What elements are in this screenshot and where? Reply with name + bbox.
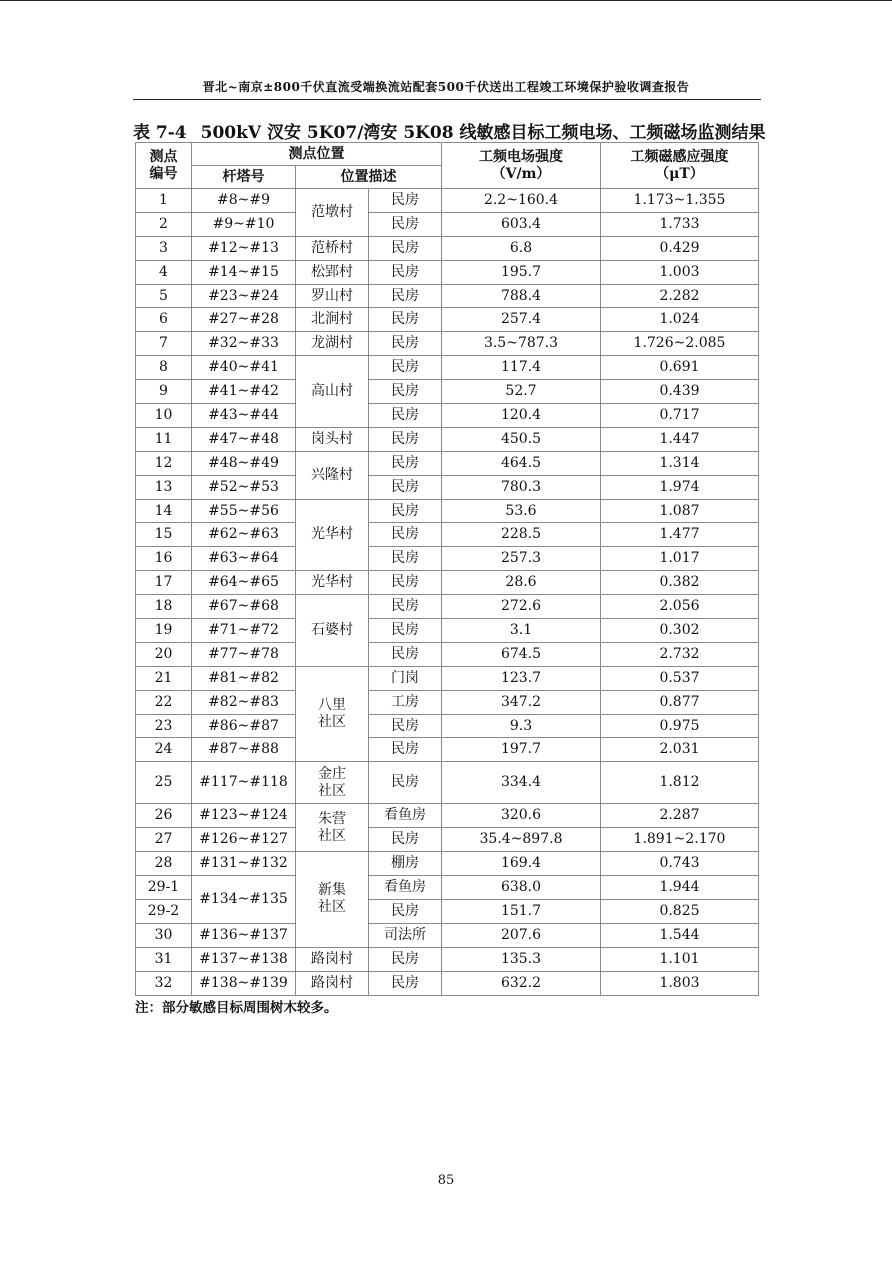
point-id: 7	[136, 332, 192, 356]
electric-field-value: 207.6	[442, 923, 601, 947]
building-type: 门岗	[369, 666, 442, 690]
tower-range: #67~#68	[192, 595, 296, 619]
point-id: 25	[136, 762, 192, 804]
electric-field-value: 197.7	[442, 738, 601, 762]
building-type: 民房	[369, 523, 442, 547]
building-type: 民房	[369, 547, 442, 571]
magnetic-induction-value: 0.717	[601, 404, 759, 428]
building-type: 民房	[369, 475, 442, 499]
magnetic-induction-value: 1.447	[601, 427, 759, 451]
electric-field-value: 2.2~160.4	[442, 189, 601, 213]
village: 兴隆村	[296, 451, 369, 499]
header-electric-field: 工频电场强度 （V/m）	[442, 143, 601, 189]
table-row	[136, 642, 759, 666]
point-id: 22	[136, 690, 192, 714]
point-id: 31	[136, 947, 192, 971]
magnetic-induction-value: 0.877	[601, 690, 759, 714]
village: 路岗村	[296, 947, 369, 971]
magnetic-induction-value: 1.803	[601, 971, 759, 995]
village: 岗头村	[296, 427, 369, 451]
electric-field-value: 151.7	[442, 899, 601, 923]
point-id: 18	[136, 595, 192, 619]
village: 路岗村	[296, 971, 369, 995]
magnetic-induction-value: 1.733	[601, 212, 759, 236]
point-id: 20	[136, 642, 192, 666]
village: 范墩村	[296, 189, 369, 237]
point-id: 10	[136, 404, 192, 428]
table-row	[136, 284, 759, 308]
tower-range: #52~#53	[192, 475, 296, 499]
tower-range: #27~#28	[192, 308, 296, 332]
point-id: 29-1	[136, 876, 192, 900]
point-id: 15	[136, 523, 192, 547]
magnetic-induction-value: 0.429	[601, 236, 759, 260]
building-type: 民房	[369, 380, 442, 404]
table-row	[136, 356, 759, 380]
village: 新集 社区	[296, 852, 369, 948]
tower-range: #123~#124	[192, 804, 296, 828]
magnetic-induction-value: 2.282	[601, 284, 759, 308]
running-header: 晋北~南京±800千伏直流受端换流站配套500千伏送出工程竣工环境保护验收调查报告	[202, 80, 690, 94]
table-row	[136, 762, 759, 804]
tower-range: #82~#83	[192, 690, 296, 714]
village: 八里 社区	[296, 666, 369, 762]
point-id: 24	[136, 738, 192, 762]
village: 龙湖村	[296, 332, 369, 356]
point-id: 5	[136, 284, 192, 308]
table-row	[136, 690, 759, 714]
tower-range: #71~#72	[192, 619, 296, 643]
building-type: 民房	[369, 642, 442, 666]
tower-range: #23~#24	[192, 284, 296, 308]
electric-field-value: 464.5	[442, 451, 601, 475]
electric-field-value: 257.3	[442, 547, 601, 571]
building-type: 民房	[369, 404, 442, 428]
header-rule	[133, 99, 761, 100]
tower-range: #40~#41	[192, 356, 296, 380]
table-row	[136, 595, 759, 619]
table-row	[136, 475, 759, 499]
table-row	[136, 828, 759, 852]
electric-field-value: 638.0	[442, 876, 601, 900]
point-id: 28	[136, 852, 192, 876]
tower-range: #81~#82	[192, 666, 296, 690]
table-row	[136, 523, 759, 547]
electric-field-value: 120.4	[442, 404, 601, 428]
table-header-row-1	[136, 143, 759, 166]
tower-range: #137~#138	[192, 947, 296, 971]
table-row	[136, 666, 759, 690]
building-type: 民房	[369, 332, 442, 356]
table-row	[136, 619, 759, 643]
magnetic-induction-value: 1.812	[601, 762, 759, 804]
magnetic-induction-value: 1.314	[601, 451, 759, 475]
electric-field-value: 780.3	[442, 475, 601, 499]
building-type: 民房	[369, 308, 442, 332]
tower-range: #9~#10	[192, 212, 296, 236]
tower-range: #77~#78	[192, 642, 296, 666]
tower-range: #55~#56	[192, 499, 296, 523]
table-row	[136, 308, 759, 332]
magnetic-induction-value: 0.975	[601, 714, 759, 738]
tower-range: #14~#15	[192, 260, 296, 284]
building-type: 民房	[369, 356, 442, 380]
header-description: 位置描述	[296, 166, 442, 189]
electric-field-value: 3.5~787.3	[442, 332, 601, 356]
electric-field-value: 169.4	[442, 852, 601, 876]
tower-range: #63~#64	[192, 547, 296, 571]
table-number: 表 7-4	[133, 123, 187, 143]
point-id: 12	[136, 451, 192, 475]
electric-field-value: 347.2	[442, 690, 601, 714]
electric-field-value: 135.3	[442, 947, 601, 971]
electric-field-value: 6.8	[442, 236, 601, 260]
point-id: 2	[136, 212, 192, 236]
magnetic-induction-value: 1.017	[601, 547, 759, 571]
building-type: 棚房	[369, 852, 442, 876]
point-id: 19	[136, 619, 192, 643]
building-type: 民房	[369, 212, 442, 236]
monitoring-results-table	[135, 142, 759, 996]
magnetic-induction-value: 1.944	[601, 876, 759, 900]
electric-field-value: 674.5	[442, 642, 601, 666]
point-id: 16	[136, 547, 192, 571]
electric-field-value: 632.2	[442, 971, 601, 995]
tower-range: #126~#127	[192, 828, 296, 852]
tower-range: #86~#87	[192, 714, 296, 738]
electric-field-value: 117.4	[442, 356, 601, 380]
village: 罗山村	[296, 284, 369, 308]
top-border-line	[0, 0, 892, 1]
table-title: 500kV 汊安 5K07/湾安 5K08 线敏感目标工频电场、工频磁场监测结果	[200, 123, 766, 143]
village: 北涧村	[296, 308, 369, 332]
electric-field-value: 603.4	[442, 212, 601, 236]
building-type: 民房	[369, 260, 442, 284]
tower-range: #131~#132	[192, 852, 296, 876]
point-id: 30	[136, 923, 192, 947]
magnetic-induction-value: 0.439	[601, 380, 759, 404]
point-id: 8	[136, 356, 192, 380]
magnetic-induction-value: 1.173~1.355	[601, 189, 759, 213]
magnetic-induction-value: 1.726~2.085	[601, 332, 759, 356]
table-row	[136, 189, 759, 213]
building-type: 看鱼房	[369, 876, 442, 900]
building-type: 工房	[369, 690, 442, 714]
magnetic-induction-value: 0.382	[601, 571, 759, 595]
point-id: 21	[136, 666, 192, 690]
building-type: 民房	[369, 899, 442, 923]
point-id: 17	[136, 571, 192, 595]
point-id: 14	[136, 499, 192, 523]
magnetic-induction-value: 1.101	[601, 947, 759, 971]
table-row	[136, 947, 759, 971]
magnetic-induction-value: 2.031	[601, 738, 759, 762]
electric-field-value: 3.1	[442, 619, 601, 643]
electric-field-value: 52.7	[442, 380, 601, 404]
tower-range: #12~#13	[192, 236, 296, 260]
village: 松郢村	[296, 260, 369, 284]
building-type: 民房	[369, 971, 442, 995]
building-type: 民房	[369, 595, 442, 619]
magnetic-induction-value: 2.732	[601, 642, 759, 666]
table-row	[136, 714, 759, 738]
village: 朱营 社区	[296, 804, 369, 852]
building-type: 民房	[369, 236, 442, 260]
magnetic-induction-value: 0.691	[601, 356, 759, 380]
point-id: 27	[136, 828, 192, 852]
point-id: 6	[136, 308, 192, 332]
table-note: 注：部分敏感目标周围树木较多。	[135, 1000, 338, 1016]
tower-range: #43~#44	[192, 404, 296, 428]
table-row	[136, 427, 759, 451]
table-row	[136, 404, 759, 428]
table-row	[136, 876, 759, 900]
table-row	[136, 852, 759, 876]
village: 光华村	[296, 499, 369, 571]
electric-field-value: 788.4	[442, 284, 601, 308]
building-type: 民房	[369, 619, 442, 643]
point-id: 13	[136, 475, 192, 499]
point-id: 1	[136, 189, 192, 213]
building-type: 司法所	[369, 923, 442, 947]
table-row	[136, 499, 759, 523]
electric-field-value: 228.5	[442, 523, 601, 547]
tower-range: #117~#118	[192, 762, 296, 804]
tower-range: #64~#65	[192, 571, 296, 595]
header-location: 测点位置	[192, 143, 442, 166]
magnetic-induction-value: 1.477	[601, 523, 759, 547]
table-row	[136, 571, 759, 595]
village: 石婆村	[296, 595, 369, 667]
magnetic-induction-value: 2.287	[601, 804, 759, 828]
point-id: 26	[136, 804, 192, 828]
table-row	[136, 451, 759, 475]
electric-field-value: 9.3	[442, 714, 601, 738]
magnetic-induction-value: 0.537	[601, 666, 759, 690]
point-id: 3	[136, 236, 192, 260]
building-type: 民房	[369, 738, 442, 762]
electric-field-value: 450.5	[442, 427, 601, 451]
tower-range: #62~#63	[192, 523, 296, 547]
building-type: 民房	[369, 189, 442, 213]
magnetic-induction-value: 1.024	[601, 308, 759, 332]
table-row	[136, 738, 759, 762]
table-row	[136, 332, 759, 356]
magnetic-induction-value: 1.087	[601, 499, 759, 523]
tower-range: #87~#88	[192, 738, 296, 762]
electric-field-value: 272.6	[442, 595, 601, 619]
electric-field-value: 320.6	[442, 804, 601, 828]
table-row	[136, 380, 759, 404]
tower-range: #48~#49	[192, 451, 296, 475]
electric-field-value: 53.6	[442, 499, 601, 523]
electric-field-value: 195.7	[442, 260, 601, 284]
tower-range: #8~#9	[192, 189, 296, 213]
village: 高山村	[296, 356, 369, 428]
table-row	[136, 971, 759, 995]
table-row	[136, 804, 759, 828]
point-id: 11	[136, 427, 192, 451]
tower-range: #41~#42	[192, 380, 296, 404]
building-type: 民房	[369, 762, 442, 804]
electric-field-value: 28.6	[442, 571, 601, 595]
building-type: 民房	[369, 714, 442, 738]
building-type: 民房	[369, 451, 442, 475]
table-caption	[133, 118, 773, 143]
header-tower: 杆塔号	[192, 166, 296, 189]
point-id: 29-2	[136, 899, 192, 923]
building-type: 民房	[369, 828, 442, 852]
electric-field-value: 257.4	[442, 308, 601, 332]
electric-field-value: 35.4~897.8	[442, 828, 601, 852]
building-type: 民房	[369, 947, 442, 971]
magnetic-induction-value: 0.743	[601, 852, 759, 876]
village: 光华村	[296, 571, 369, 595]
point-id: 9	[136, 380, 192, 404]
tower-range: #32~#33	[192, 332, 296, 356]
table-row	[136, 923, 759, 947]
building-type: 民房	[369, 427, 442, 451]
point-id: 32	[136, 971, 192, 995]
tower-range: #138~#139	[192, 971, 296, 995]
page-number: 85	[437, 1173, 455, 1188]
village: 范桥村	[296, 236, 369, 260]
magnetic-induction-value: 0.302	[601, 619, 759, 643]
village: 金庄 社区	[296, 762, 369, 804]
table-row	[136, 236, 759, 260]
header-point-id: 测点 编号	[136, 143, 192, 189]
table-row	[136, 547, 759, 571]
magnetic-induction-value: 1.891~2.170	[601, 828, 759, 852]
tower-range: #136~#137	[192, 923, 296, 947]
magnetic-induction-value: 1.974	[601, 475, 759, 499]
building-type: 民房	[369, 499, 442, 523]
building-type: 民房	[369, 571, 442, 595]
electric-field-value: 334.4	[442, 762, 601, 804]
table-row	[136, 212, 759, 236]
point-id: 23	[136, 714, 192, 738]
magnetic-induction-value: 1.544	[601, 923, 759, 947]
tower-range: #134~#135	[192, 876, 296, 924]
header-magnetic-induction: 工频磁感应强度 （μT）	[601, 143, 759, 189]
electric-field-value: 123.7	[442, 666, 601, 690]
point-id: 4	[136, 260, 192, 284]
magnetic-induction-value: 1.003	[601, 260, 759, 284]
magnetic-induction-value: 0.825	[601, 899, 759, 923]
magnetic-induction-value: 2.056	[601, 595, 759, 619]
tower-range: #47~#48	[192, 427, 296, 451]
building-type: 民房	[369, 284, 442, 308]
building-type: 看鱼房	[369, 804, 442, 828]
table-row	[136, 260, 759, 284]
